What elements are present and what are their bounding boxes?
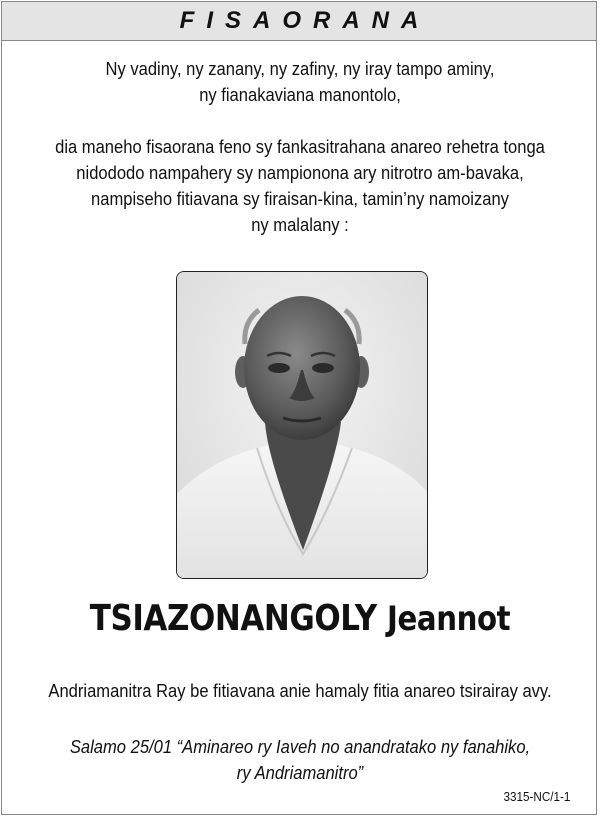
intro-line: Ny vadiny, ny zanany, ny zafiny, ny iray tampo aminy,: [105, 59, 495, 79]
psalm-line: ry Andriamanitro”: [236, 763, 364, 783]
psalm-line: Salamo 25/01 “Aminareo ry Iaveh no anandratako ny fanahiko,: [69, 737, 531, 757]
deceased-surname: TSIAZONANGOLY: [89, 598, 377, 639]
portrait-image: [177, 272, 428, 579]
deceased-name: [42, 598, 558, 639]
reference-code: 3315-NC/1-1: [503, 789, 570, 804]
psalm-quote: [24, 734, 576, 786]
intro-line: ny malalany :: [251, 215, 349, 235]
portrait-photo: [176, 271, 428, 579]
intro-thanks: [33, 134, 567, 238]
intro-line: nampiseho fitiavana sy firaisan-kina, tamin’ny namoizany: [91, 189, 509, 209]
header-banner: [2, 2, 596, 41]
page-title: FISAORANA: [179, 7, 431, 34]
intro-family: [33, 56, 567, 108]
intro-line: dia maneho fisaorana feno sy fankasitrahana anareo rehetra tonga: [55, 137, 545, 157]
blessing-text: Andriamanitra Ray be fitiavana anie hamaly fitia anareo tsirairay avy.: [48, 681, 552, 701]
intro-line: nidododo nampahery sy nampionona ary nitrotro am-bavaka,: [76, 163, 524, 183]
deceased-given-name: Jeannot: [387, 599, 511, 639]
intro-line: ny fianakaviana manontolo,: [199, 85, 401, 105]
